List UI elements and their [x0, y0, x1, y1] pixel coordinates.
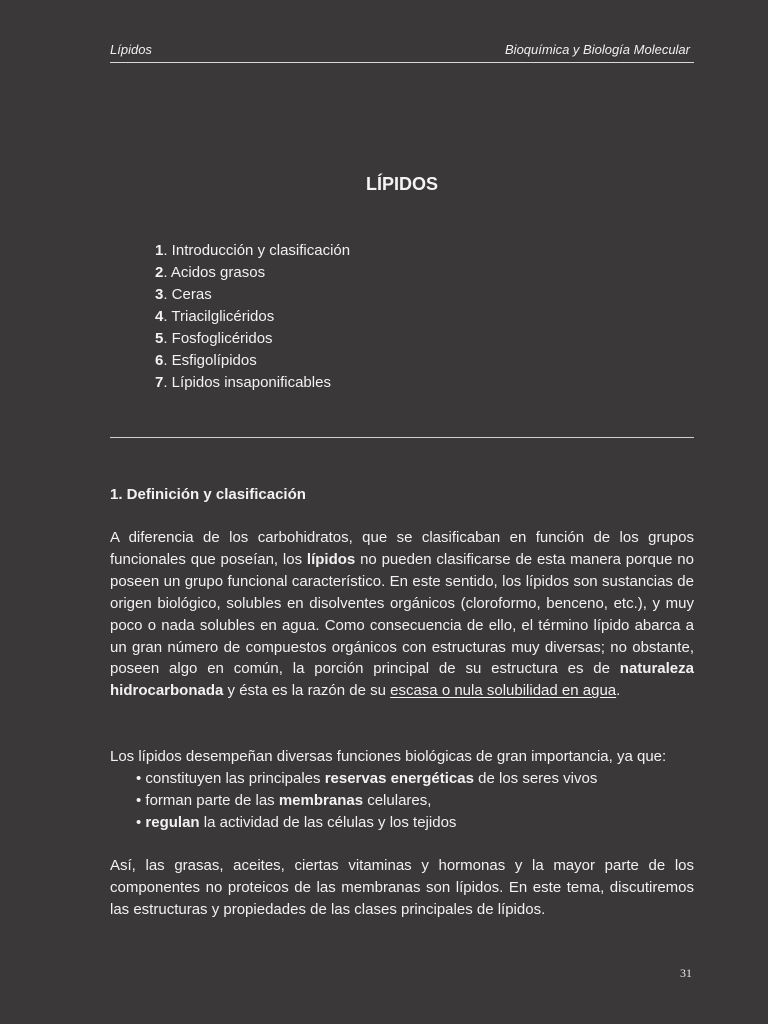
toc-item-number: 1 [155, 242, 164, 259]
page-title: LÍPIDOS [365, 174, 438, 194]
toc-item-number: 2 [155, 264, 164, 281]
emphasis-naturaleza: naturaleza hidrocarbonada [110, 660, 694, 700]
toc-item-label: . Lípidos insaponificables [163, 374, 331, 391]
section-divider [110, 437, 694, 438]
list-item-text: la actividad de las células y los tejidos [199, 814, 457, 831]
list-item [136, 812, 597, 834]
list-item-text: de los seres vivos [473, 770, 598, 787]
list-item-emphasis: membranas [278, 792, 364, 809]
list-item-text: • constituyen las principales [136, 770, 325, 787]
functions-list [136, 768, 597, 834]
toc-item-number: 3 [155, 286, 164, 303]
list-item-text: celulares, [363, 792, 432, 809]
toc-item-label: . Introducción y clasificación [163, 242, 351, 259]
toc-item [155, 284, 350, 306]
paragraph-summary: Así, las grasas, aceites, ciertas vitaminas y hormonas y la mayor parte de los componentes no proteicos de las membranas son lípidos. En este tema, discutiremos las estructuras y propiedades de las clases principales de lípidos. [110, 857, 694, 918]
toc-item-number: 5 [155, 330, 164, 347]
toc-item [155, 350, 350, 372]
paragraph-text: y ésta es la razón de su [223, 682, 391, 700]
toc-item-number: 6 [155, 352, 164, 369]
toc-item-number: 4 [155, 308, 164, 325]
list-item-text: • [136, 814, 146, 831]
toc-item [155, 328, 350, 350]
toc-item [155, 372, 350, 394]
toc-item [155, 262, 350, 284]
toc-item-label: . Triacilglicéridos [163, 308, 275, 325]
running-header-right: Bioquímica y Biología Molecular [505, 42, 690, 57]
list-item-emphasis: regulan [145, 814, 200, 831]
list-item-text: • forman parte de las [136, 792, 279, 809]
paragraph-definition [110, 527, 694, 702]
list-item-emphasis: reservas energéticas [324, 770, 474, 787]
section-heading: 1. Definición y clasificación [110, 486, 306, 503]
running-header-left: Lípidos [110, 42, 152, 57]
toc-item-label: . Ceras [163, 286, 212, 303]
toc-item-label: . Fosfoglicéridos [163, 330, 273, 347]
paragraph-functions-intro: Los lípidos desempeñan diversas funciones biológicas de gran importancia, ya que: [110, 748, 667, 765]
toc-item-number: 7 [155, 374, 164, 391]
underlined-solubility: escasa o nula solubilidad en agua [390, 682, 617, 700]
toc-item-label: . Esfigolípidos [163, 352, 257, 369]
paragraph-text: . [616, 682, 621, 700]
table-of-contents [155, 240, 350, 394]
page-number: 31 [680, 966, 692, 980]
emphasis-lipidos: lípidos [306, 550, 356, 568]
list-item [136, 768, 597, 790]
toc-item-label: . Acidos grasos [163, 264, 266, 281]
header-divider [110, 62, 694, 63]
paragraph-text: A diferencia de los carbohidratos, que se clasificaban en función de los grupos funcionales que poseían, los [110, 529, 694, 568]
toc-item [155, 306, 350, 328]
paragraph-text: no pueden clasificarse de esta manera porque no poseen un grupo funcional característico. En este sentido, los lípidos son sustancias de origen biológico, solubles en disolventes orgánicos (cloroformo, benceno, etc.), y muy poco o nada solubles en agua. Como consecuencia de ello, el término lípido abarca a un gran número de compuestos orgánicos con estructuras muy diversas; no obstante, poseen algo en común, la porción principal de su estructura es de [110, 550, 694, 678]
toc-item [155, 240, 350, 262]
list-item [136, 790, 597, 812]
